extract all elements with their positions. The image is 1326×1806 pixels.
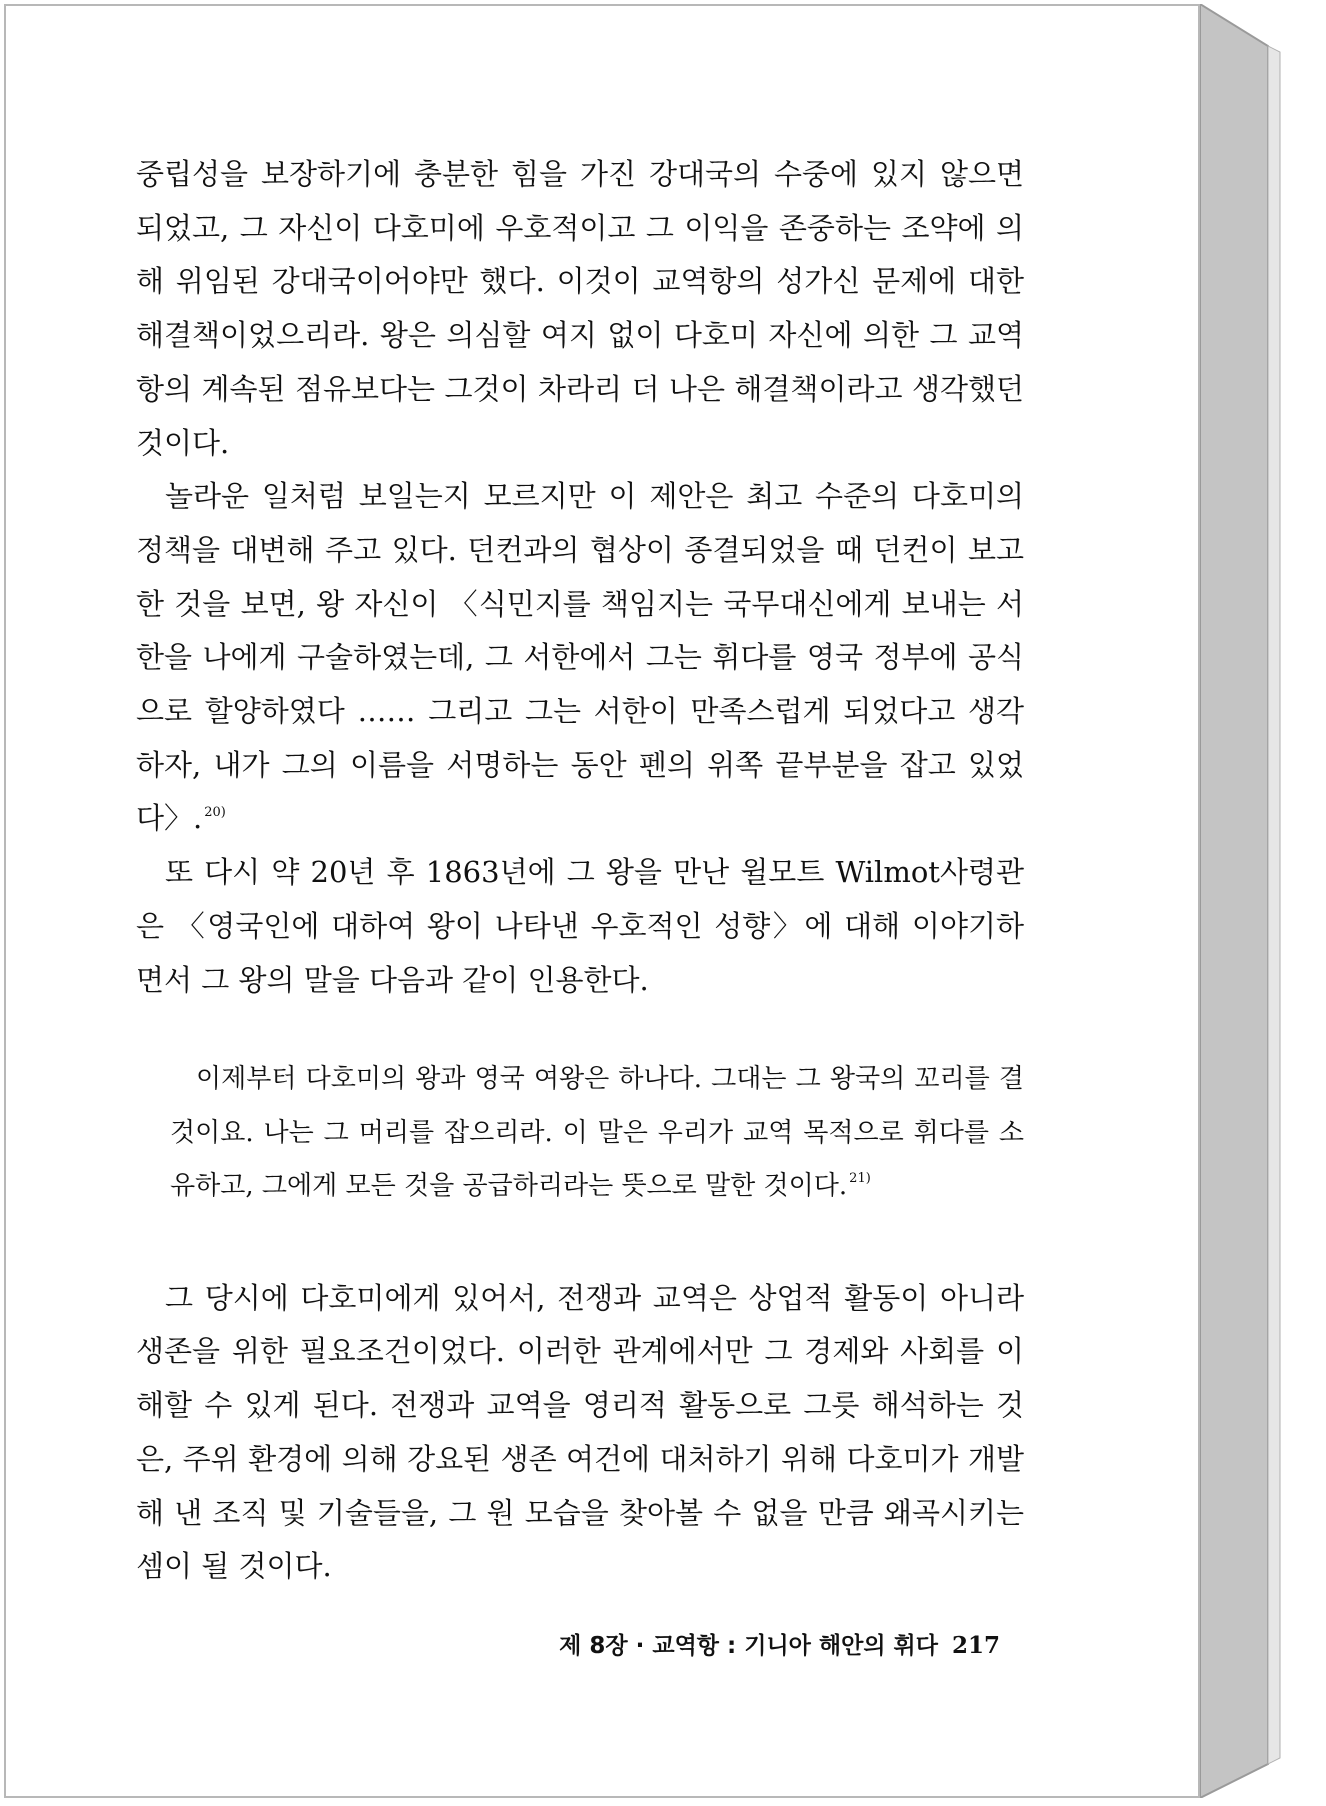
book-spine-edge xyxy=(1200,4,1282,1798)
paragraph-text: 놀라운 일처럼 보일는지 모르지만 이 제안은 최고 수준의 다호미의 정책을 대변해 주고 있다. 던컨과의 협상이 종결되었을 때 던컨이 보고한 것을 보면, 왕 자신이 〈식민지를 책임지는 국무대신에게 보내는 서한을 나에게 구술하였는데, 그 서한에서 그는 휘다를 영국 정부에 공식으로 할양하였다 …… 그리고 그는 서한이 만족스럽게 되었다고 생각하자, 내가 그의 이름을 서명하는 동안 펜의 위쪽 끝부분을 잡고 있었다〉. xyxy=(136,479,1024,836)
body-text xyxy=(136,148,1024,1594)
chapter-title: 제 8장 · 교역항 : 기니아 해안의 휘다 xyxy=(559,1633,938,1659)
block-quote xyxy=(170,1053,1024,1214)
paragraph xyxy=(136,846,1024,1007)
paragraph xyxy=(136,1272,1024,1594)
footnote-ref: 21) xyxy=(849,1171,871,1187)
running-footer xyxy=(0,1627,1000,1660)
page-number: 217 xyxy=(951,1632,1000,1659)
paragraph-text: 중립성을 보장하기에 충분한 힘을 가진 강대국의 수중에 있지 않으면 되었고, 그 자신이 다호미에 우호적이고 그 이익을 존중하는 조약에 의해 위임된 강대국이어야만 했다. 이것이 교역항의 성가신 문제에 대한 해결책이었으리라. 왕은 의심할 여지 없이 다호미 자신에 의한 그 교역항의 계속된 점유보다는 그것이 차라리 더 나은 해결책이라고 생각했던 것이다. xyxy=(136,157,1024,460)
quote-text: 이제부터 다호미의 왕과 영국 여왕은 하나다. 그대는 그 왕국의 꼬리를 결것이요. 나는 그 머리를 잡으리라. 이 말은 우리가 교역 목적으로 휘다를 소유하고, 그에게 모든 것을 공급하리라는 뜻으로 말한 것이다. xyxy=(170,1064,1024,1202)
paragraph-text: 또 다시 약 20년 후 1863년에 그 왕을 만난 윌모트 Wilmot사령관은 〈영국인에 대하여 왕이 나타낸 우호적인 성향〉에 대해 이야기하면서 그 왕의 말을 다음과 같이 인용한다. xyxy=(136,855,1024,997)
footnote-ref: 20) xyxy=(204,805,226,821)
paragraph-text: 그 당시에 다호미에게 있어서, 전쟁과 교역은 상업적 활동이 아니라 생존을 위한 필요조건이었다. 이러한 관계에서만 그 경제와 사회를 이해할 수 있게 된다. 전쟁과 교역을 영리적 활동으로 그릇 해석하는 것은, 주위 환경에 의해 강요된 생존 여건에 대처하기 위해 다호미가 개발해 낸 조직 및 기술들을, 그 원 모습을 찾아볼 수 없을 만큼 왜곡시키는 셈이 될 것이다. xyxy=(136,1280,1024,1584)
paragraph-continued xyxy=(136,148,1024,470)
paragraph xyxy=(136,470,1024,846)
